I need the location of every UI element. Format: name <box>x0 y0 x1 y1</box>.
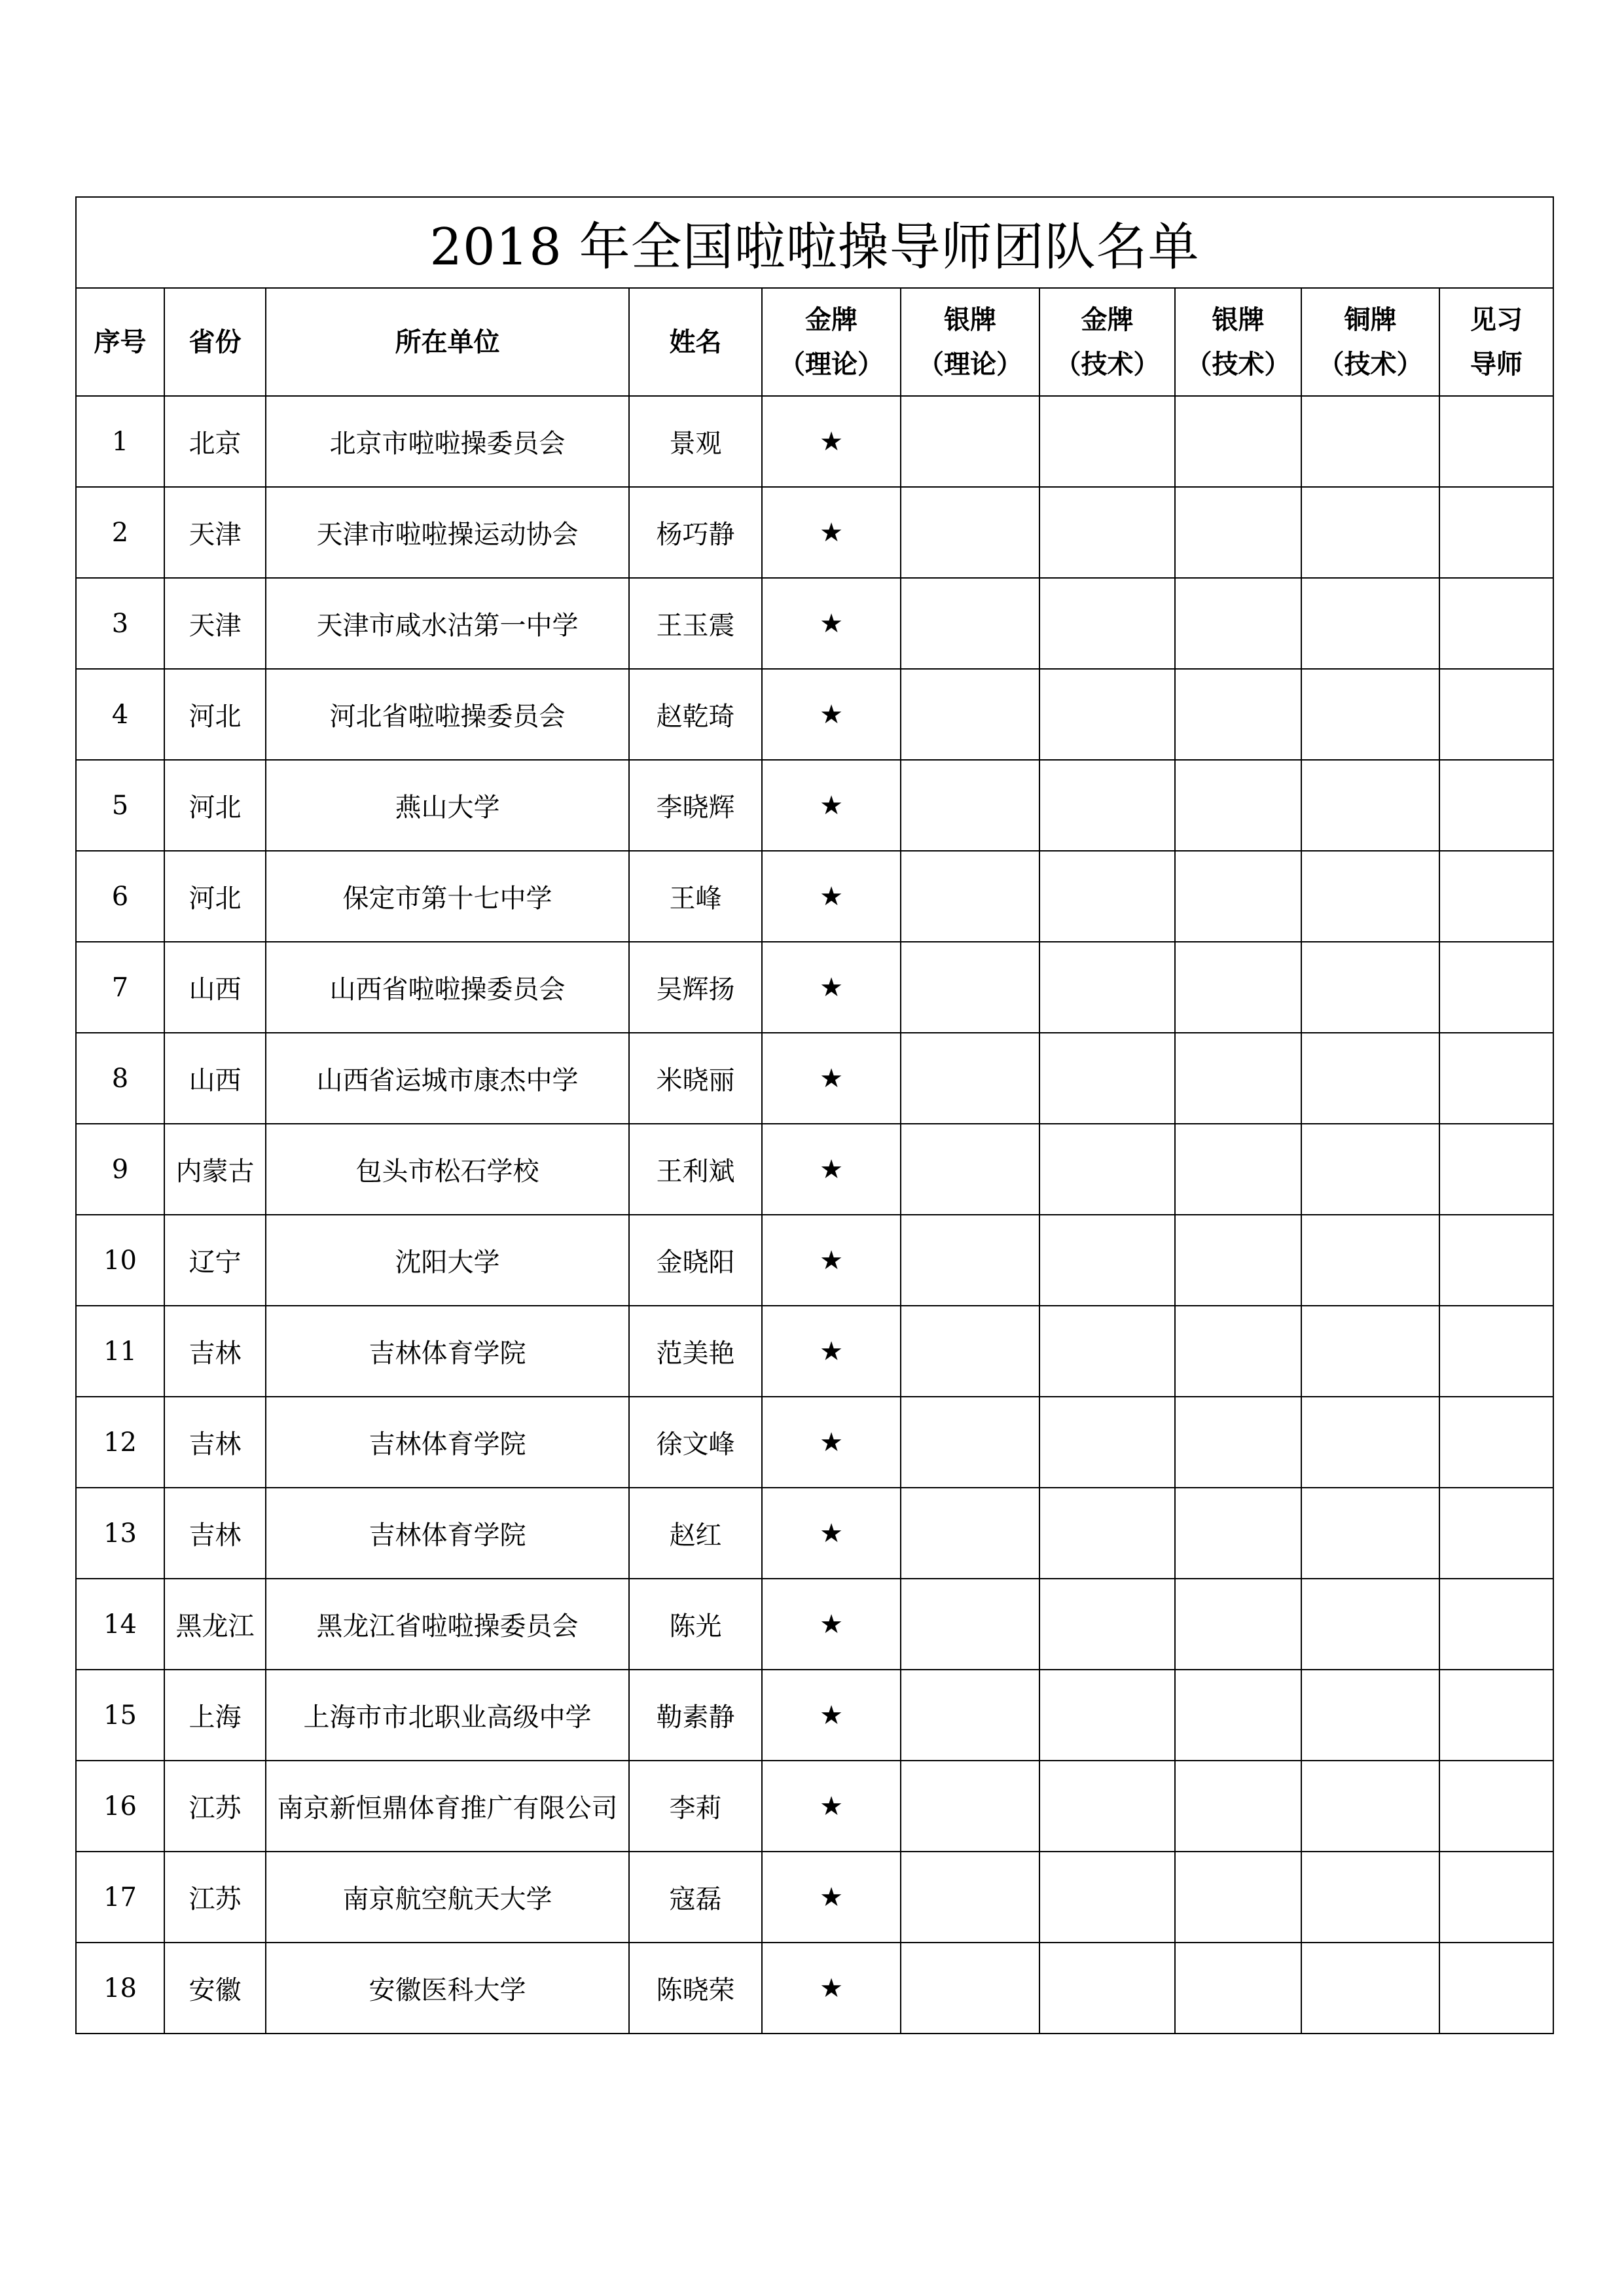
cell-bronze-tech <box>1301 942 1439 1033</box>
header-silver-tech <box>1175 288 1301 396</box>
cell-seq: 8 <box>76 1033 164 1124</box>
table-row <box>76 1852 1553 1943</box>
cell-province: 江苏 <box>164 1852 266 1943</box>
cell-silver-theory <box>901 851 1039 942</box>
cell-name: 勒素静 <box>629 1670 762 1761</box>
table-row <box>76 1579 1553 1670</box>
header-trainee-line1: 见习 <box>1470 304 1523 335</box>
cell-gold-theory: ★ <box>762 1488 901 1579</box>
cell-gold-theory: ★ <box>762 1852 901 1943</box>
cell-gold-tech <box>1039 1761 1175 1852</box>
header-seq: 序号 <box>76 288 164 396</box>
cell-name: 赵红 <box>629 1488 762 1579</box>
cell-trainee <box>1439 851 1553 942</box>
cell-name: 王峰 <box>629 851 762 942</box>
cell-bronze-tech <box>1301 1306 1439 1397</box>
cell-seq: 14 <box>76 1579 164 1670</box>
cell-name: 范美艳 <box>629 1306 762 1397</box>
table-row <box>76 1670 1553 1761</box>
cell-silver-tech <box>1175 1215 1301 1306</box>
cell-seq: 7 <box>76 942 164 1033</box>
cell-trainee <box>1439 1306 1553 1397</box>
cell-bronze-tech <box>1301 1124 1439 1215</box>
header-unit: 所在单位 <box>266 288 629 396</box>
cell-unit: 南京航空航天大学 <box>266 1852 629 1943</box>
cell-gold-tech <box>1039 1397 1175 1488</box>
cell-silver-tech <box>1175 396 1301 487</box>
cell-gold-theory: ★ <box>762 1943 901 2034</box>
table-row <box>76 1397 1553 1488</box>
cell-silver-theory <box>901 942 1039 1033</box>
cell-gold-theory: ★ <box>762 1306 901 1397</box>
table-row <box>76 487 1553 578</box>
cell-unit: 保定市第十七中学 <box>266 851 629 942</box>
cell-name: 陈光 <box>629 1579 762 1670</box>
cell-bronze-tech <box>1301 396 1439 487</box>
cell-name: 赵乾琦 <box>629 669 762 760</box>
cell-province: 辽宁 <box>164 1215 266 1306</box>
cell-silver-theory <box>901 1852 1039 1943</box>
header-bronze-tech-line1: 铜牌 <box>1344 304 1397 335</box>
table-row <box>76 1215 1553 1306</box>
cell-name: 王利斌 <box>629 1124 762 1215</box>
header-silver-theory-line2: （理论） <box>918 348 1022 380</box>
cell-unit: 安徽医科大学 <box>266 1943 629 2034</box>
cell-name: 李晓辉 <box>629 760 762 851</box>
cell-seq: 12 <box>76 1397 164 1488</box>
cell-silver-theory <box>901 1943 1039 2034</box>
cell-province: 吉林 <box>164 1397 266 1488</box>
cell-bronze-tech <box>1301 578 1439 669</box>
cell-trainee <box>1439 1215 1553 1306</box>
cell-silver-theory <box>901 1124 1039 1215</box>
cell-gold-tech <box>1039 760 1175 851</box>
cell-gold-tech <box>1039 1579 1175 1670</box>
cell-gold-tech <box>1039 1306 1175 1397</box>
cell-trainee <box>1439 1124 1553 1215</box>
table-row <box>76 942 1553 1033</box>
roster-table <box>75 196 1554 2034</box>
cell-silver-tech <box>1175 1397 1301 1488</box>
cell-name: 杨巧静 <box>629 487 762 578</box>
table-row <box>76 851 1553 942</box>
cell-province: 河北 <box>164 669 266 760</box>
cell-silver-tech <box>1175 578 1301 669</box>
cell-name: 李莉 <box>629 1761 762 1852</box>
cell-bronze-tech <box>1301 1215 1439 1306</box>
cell-silver-tech <box>1175 1761 1301 1852</box>
cell-unit: 沈阳大学 <box>266 1215 629 1306</box>
cell-silver-theory <box>901 760 1039 851</box>
cell-name: 陈晓荣 <box>629 1943 762 2034</box>
cell-province: 天津 <box>164 578 266 669</box>
cell-unit: 山西省运城市康杰中学 <box>266 1033 629 1124</box>
cell-unit: 吉林体育学院 <box>266 1397 629 1488</box>
cell-silver-tech <box>1175 760 1301 851</box>
cell-seq: 3 <box>76 578 164 669</box>
cell-seq: 1 <box>76 396 164 487</box>
cell-trainee <box>1439 1852 1553 1943</box>
header-silver-tech-line2: （技术） <box>1185 348 1291 380</box>
table-row <box>76 578 1553 669</box>
cell-gold-theory: ★ <box>762 396 901 487</box>
cell-gold-tech <box>1039 396 1175 487</box>
cell-silver-theory <box>901 1033 1039 1124</box>
cell-province: 山西 <box>164 1033 266 1124</box>
table-row <box>76 1761 1553 1852</box>
cell-bronze-tech <box>1301 1943 1439 2034</box>
cell-province: 安徽 <box>164 1943 266 2034</box>
cell-silver-theory <box>901 1397 1039 1488</box>
table-row <box>76 1033 1553 1124</box>
cell-province: 山西 <box>164 942 266 1033</box>
header-row <box>76 288 1553 396</box>
cell-gold-theory: ★ <box>762 942 901 1033</box>
cell-unit: 燕山大学 <box>266 760 629 851</box>
cell-unit: 包头市松石学校 <box>266 1124 629 1215</box>
cell-trainee <box>1439 578 1553 669</box>
cell-gold-tech <box>1039 1670 1175 1761</box>
cell-silver-tech <box>1175 942 1301 1033</box>
cell-province: 黑龙江 <box>164 1579 266 1670</box>
cell-gold-tech <box>1039 1033 1175 1124</box>
header-name: 姓名 <box>629 288 762 396</box>
cell-silver-tech <box>1175 1033 1301 1124</box>
cell-name: 米晓丽 <box>629 1033 762 1124</box>
cell-unit: 天津市啦啦操运动协会 <box>266 487 629 578</box>
cell-gold-tech <box>1039 851 1175 942</box>
cell-bronze-tech <box>1301 1852 1439 1943</box>
cell-silver-tech <box>1175 1943 1301 2034</box>
cell-seq: 10 <box>76 1215 164 1306</box>
cell-seq: 11 <box>76 1306 164 1397</box>
table-row <box>76 669 1553 760</box>
cell-seq: 18 <box>76 1943 164 2034</box>
header-gold-tech-line1: 金牌 <box>1081 304 1134 335</box>
cell-silver-tech <box>1175 1670 1301 1761</box>
cell-unit: 南京新恒鼎体育推广有限公司 <box>266 1761 629 1852</box>
cell-silver-theory <box>901 1761 1039 1852</box>
header-silver-theory-line1: 银牌 <box>944 304 996 335</box>
header-bronze-tech-line2: （技术） <box>1318 348 1423 380</box>
cell-trainee <box>1439 1761 1553 1852</box>
cell-bronze-tech <box>1301 851 1439 942</box>
cell-silver-theory <box>901 396 1039 487</box>
cell-unit: 吉林体育学院 <box>266 1306 629 1397</box>
cell-gold-theory: ★ <box>762 1670 901 1761</box>
cell-province: 河北 <box>164 851 266 942</box>
header-silver-tech-line1: 银牌 <box>1212 304 1265 335</box>
cell-gold-theory: ★ <box>762 1579 901 1670</box>
cell-seq: 17 <box>76 1852 164 1943</box>
cell-province: 上海 <box>164 1670 266 1761</box>
header-silver-theory <box>901 288 1039 396</box>
table-row <box>76 1306 1553 1397</box>
cell-gold-theory: ★ <box>762 1397 901 1488</box>
header-gold-theory-line1: 金牌 <box>805 304 857 335</box>
cell-gold-tech <box>1039 669 1175 760</box>
header-gold-tech <box>1039 288 1175 396</box>
cell-province: 北京 <box>164 396 266 487</box>
header-trainee <box>1439 288 1553 396</box>
cell-gold-theory: ★ <box>762 487 901 578</box>
cell-silver-theory <box>901 1488 1039 1579</box>
cell-trainee <box>1439 396 1553 487</box>
cell-silver-tech <box>1175 1579 1301 1670</box>
cell-gold-tech <box>1039 487 1175 578</box>
table-row <box>76 1488 1553 1579</box>
cell-silver-theory <box>901 1579 1039 1670</box>
cell-gold-theory: ★ <box>762 1033 901 1124</box>
cell-seq: 5 <box>76 760 164 851</box>
cell-unit: 河北省啦啦操委员会 <box>266 669 629 760</box>
cell-bronze-tech <box>1301 1033 1439 1124</box>
cell-unit: 山西省啦啦操委员会 <box>266 942 629 1033</box>
table-row <box>76 396 1553 487</box>
cell-gold-theory: ★ <box>762 760 901 851</box>
cell-seq: 9 <box>76 1124 164 1215</box>
cell-province: 江苏 <box>164 1761 266 1852</box>
cell-province: 吉林 <box>164 1306 266 1397</box>
cell-trainee <box>1439 1033 1553 1124</box>
cell-bronze-tech <box>1301 1397 1439 1488</box>
cell-silver-theory <box>901 1306 1039 1397</box>
header-gold-theory <box>762 288 901 396</box>
cell-silver-tech <box>1175 487 1301 578</box>
cell-silver-tech <box>1175 1488 1301 1579</box>
header-gold-theory-line2: （理论） <box>779 348 884 380</box>
cell-bronze-tech <box>1301 1670 1439 1761</box>
cell-province: 天津 <box>164 487 266 578</box>
cell-name: 金晓阳 <box>629 1215 762 1306</box>
cell-gold-theory: ★ <box>762 851 901 942</box>
cell-bronze-tech <box>1301 669 1439 760</box>
cell-silver-tech <box>1175 669 1301 760</box>
cell-silver-tech <box>1175 1306 1301 1397</box>
cell-unit: 上海市市北职业高级中学 <box>266 1670 629 1761</box>
table-row <box>76 760 1553 851</box>
cell-gold-tech <box>1039 1488 1175 1579</box>
cell-gold-theory: ★ <box>762 1761 901 1852</box>
cell-trainee <box>1439 1579 1553 1670</box>
cell-bronze-tech <box>1301 487 1439 578</box>
cell-silver-tech <box>1175 1124 1301 1215</box>
cell-bronze-tech <box>1301 1488 1439 1579</box>
cell-silver-theory <box>901 1670 1039 1761</box>
document-title: 2018 年全国啦啦操导师团队名单 <box>76 197 1553 288</box>
cell-trainee <box>1439 1397 1553 1488</box>
cell-seq: 4 <box>76 669 164 760</box>
header-province: 省份 <box>164 288 266 396</box>
cell-name: 景观 <box>629 396 762 487</box>
cell-bronze-tech <box>1301 760 1439 851</box>
cell-unit: 北京市啦啦操委员会 <box>266 396 629 487</box>
cell-name: 吴辉扬 <box>629 942 762 1033</box>
cell-gold-theory: ★ <box>762 578 901 669</box>
cell-trainee <box>1439 1943 1553 2034</box>
table-row <box>76 1124 1553 1215</box>
cell-seq: 13 <box>76 1488 164 1579</box>
cell-gold-tech <box>1039 1852 1175 1943</box>
cell-trainee <box>1439 1488 1553 1579</box>
cell-name: 王玉震 <box>629 578 762 669</box>
cell-seq: 2 <box>76 487 164 578</box>
cell-silver-theory <box>901 1215 1039 1306</box>
cell-seq: 6 <box>76 851 164 942</box>
cell-gold-tech <box>1039 578 1175 669</box>
cell-name: 寇磊 <box>629 1852 762 1943</box>
cell-silver-tech <box>1175 851 1301 942</box>
cell-bronze-tech <box>1301 1579 1439 1670</box>
cell-unit: 天津市咸水沽第一中学 <box>266 578 629 669</box>
cell-province: 河北 <box>164 760 266 851</box>
cell-trainee <box>1439 942 1553 1033</box>
table-row <box>76 1943 1553 2034</box>
cell-seq: 16 <box>76 1761 164 1852</box>
header-gold-tech-line2: （技术） <box>1055 348 1160 380</box>
cell-unit: 吉林体育学院 <box>266 1488 629 1579</box>
cell-gold-theory: ★ <box>762 1215 901 1306</box>
cell-gold-tech <box>1039 1943 1175 2034</box>
cell-trainee <box>1439 487 1553 578</box>
cell-silver-theory <box>901 669 1039 760</box>
cell-name: 徐文峰 <box>629 1397 762 1488</box>
cell-silver-theory <box>901 487 1039 578</box>
cell-province: 内蒙古 <box>164 1124 266 1215</box>
cell-trainee <box>1439 1670 1553 1761</box>
cell-gold-tech <box>1039 1124 1175 1215</box>
cell-bronze-tech <box>1301 1761 1439 1852</box>
header-trainee-line2: 导师 <box>1470 348 1523 380</box>
cell-gold-tech <box>1039 1215 1175 1306</box>
cell-trainee <box>1439 760 1553 851</box>
header-bronze-tech <box>1301 288 1439 396</box>
cell-silver-theory <box>901 578 1039 669</box>
cell-unit: 黑龙江省啦啦操委员会 <box>266 1579 629 1670</box>
cell-gold-theory: ★ <box>762 1124 901 1215</box>
cell-seq: 15 <box>76 1670 164 1761</box>
cell-silver-tech <box>1175 1852 1301 1943</box>
cell-trainee <box>1439 669 1553 760</box>
cell-province: 吉林 <box>164 1488 266 1579</box>
cell-gold-tech <box>1039 942 1175 1033</box>
cell-gold-theory: ★ <box>762 669 901 760</box>
